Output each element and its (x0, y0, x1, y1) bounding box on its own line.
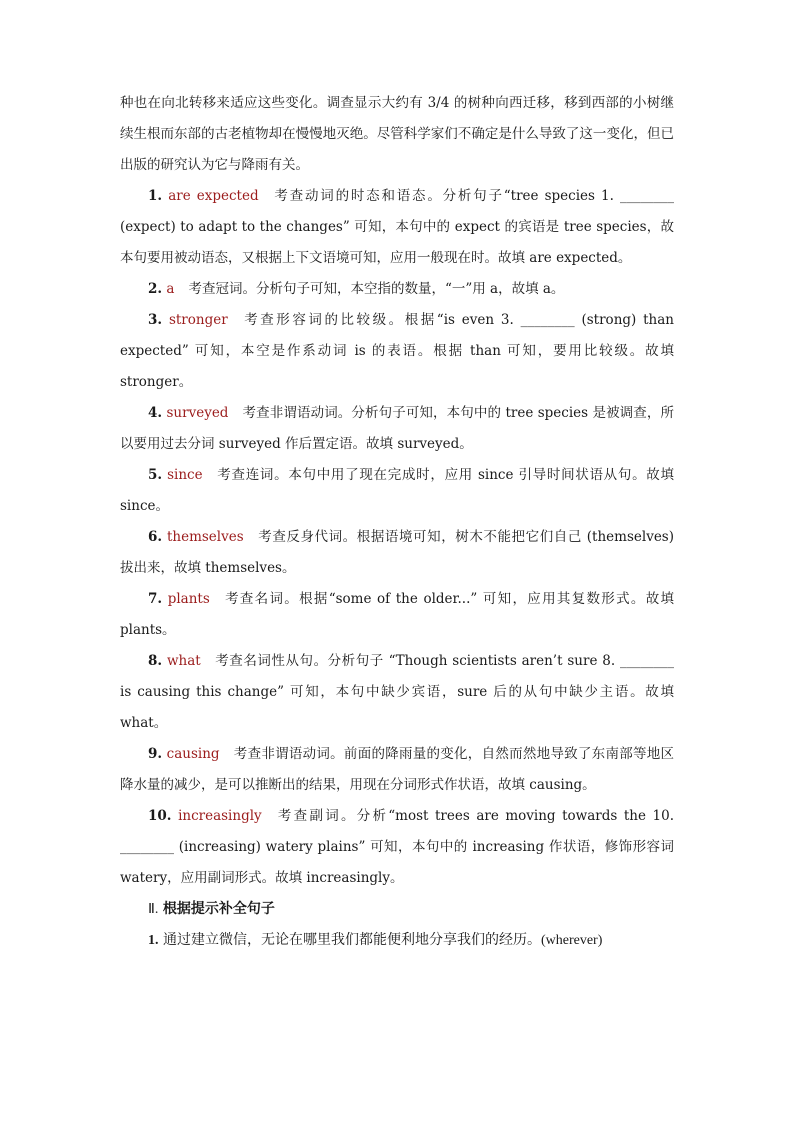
item-explanation: 考查非谓语动词。前面的降雨量的变化，自然而然地导致了东南部等地区降水量的减少，是可以推断出的结果，用现在分词形式作状语，故填 causing。 (120, 746, 675, 793)
item-answer: are expected (168, 188, 259, 204)
section-heading (120, 894, 674, 925)
item-answer: since (167, 467, 203, 483)
item-answer: surveyed (166, 405, 229, 421)
item-explanation: 考查连词。本句中用了现在完成时，应用 since 引导时间状语从句。故填 since。 (120, 467, 674, 514)
item-explanation: 考查名词。根据“some of the older...” 可知，应用其复数形式。故填 plants。 (120, 591, 675, 638)
answer-item (120, 181, 674, 274)
section-number: Ⅱ. (148, 902, 159, 917)
item-number: 4. (148, 405, 163, 421)
item-number: 2. (148, 281, 163, 297)
answer-list (120, 181, 674, 894)
item-number: 5. (148, 467, 163, 483)
item-number: 6. (148, 529, 163, 545)
answer-item (120, 274, 674, 305)
answer-item (120, 739, 674, 801)
answer-item (120, 522, 674, 584)
item-answer: stronger (168, 312, 228, 328)
question-hint: (wherever) (540, 933, 603, 948)
answer-item (120, 305, 674, 398)
item-number: 1. (148, 188, 163, 204)
section-title: 根据提示补全句子 (162, 901, 275, 917)
item-number: 8. (148, 653, 163, 669)
item-answer: plants (167, 591, 210, 607)
item-number: 10. (148, 808, 172, 824)
answer-item (120, 646, 674, 739)
item-answer: causing (166, 746, 220, 762)
question-number: 1. (148, 933, 159, 948)
answer-item (120, 584, 674, 646)
item-number: 9. (148, 746, 163, 762)
item-answer: themselves (166, 529, 244, 545)
item-explanation: 考查副词。分析“most trees are moving towards the 10. ________ (increasing) watery plains” 可知，本句中的 increasing 作状语，修饰形容词 watery，应用副词形式。故填 increasingly。 (120, 808, 674, 886)
item-explanation: 考查非谓语动词。分析句子可知，本句中的 tree species 是被调查，所以要用过去分词 surveyed 作后置定语。故填 surveyed。 (120, 405, 674, 452)
question-item (120, 925, 674, 956)
answer-item (120, 398, 674, 460)
item-explanation: 考查动词的时态和语态。分析句子“tree species 1. ________ (expect) to adapt to the changes” 可知，本句中的 expect 的宾语是 tree species，故本句要用被动语态，又根据上下文语境可知，应用一般现在时。故填 are expected。 (120, 188, 675, 266)
item-explanation: 考查反身代词。根据语境可知，树木不能把它们自己 (themselves) 拔出来，故填 themselves。 (120, 529, 675, 576)
answer-item (120, 801, 674, 894)
item-explanation: 考查名词性从句。分析句子 “Though scientists aren’t sure 8. ________ is causing this change” 可知，本句中缺少宾语，sure 后的从句中缺少主语。故填 what。 (120, 653, 674, 731)
item-answer: increasingly (178, 808, 262, 824)
item-explanation: 考查形容词的比较级。根据“is even 3. ________ (strong) than expected” 可知，本空是作系动词 is 的表语。根据 than 可知，要用比较级。故填 stronger。 (120, 312, 674, 390)
item-answer: a (166, 281, 175, 297)
item-number: 7. (148, 591, 163, 607)
intro-paragraph: 种也在向北转移来适应这些变化。调查显示大约有 3/4 的树种向西迁移，移到西部的小树继续生根而东部的古老植物却在慢慢地灭绝。尽管科学家们不确定是什么导致了这一变化，但已出版的研究认为它与降雨有关。 (120, 95, 674, 173)
item-number: 3. (148, 312, 163, 328)
document-page (120, 88, 674, 956)
answer-item (120, 460, 674, 522)
question-text: 通过建立微信，无论在哪里我们都能便利地分享我们的经历。 (162, 932, 541, 948)
item-answer: what (166, 653, 201, 669)
item-explanation: 考查冠词。分析句子可知，本空指的数量，“一”用 a，故填 a。 (188, 281, 565, 297)
